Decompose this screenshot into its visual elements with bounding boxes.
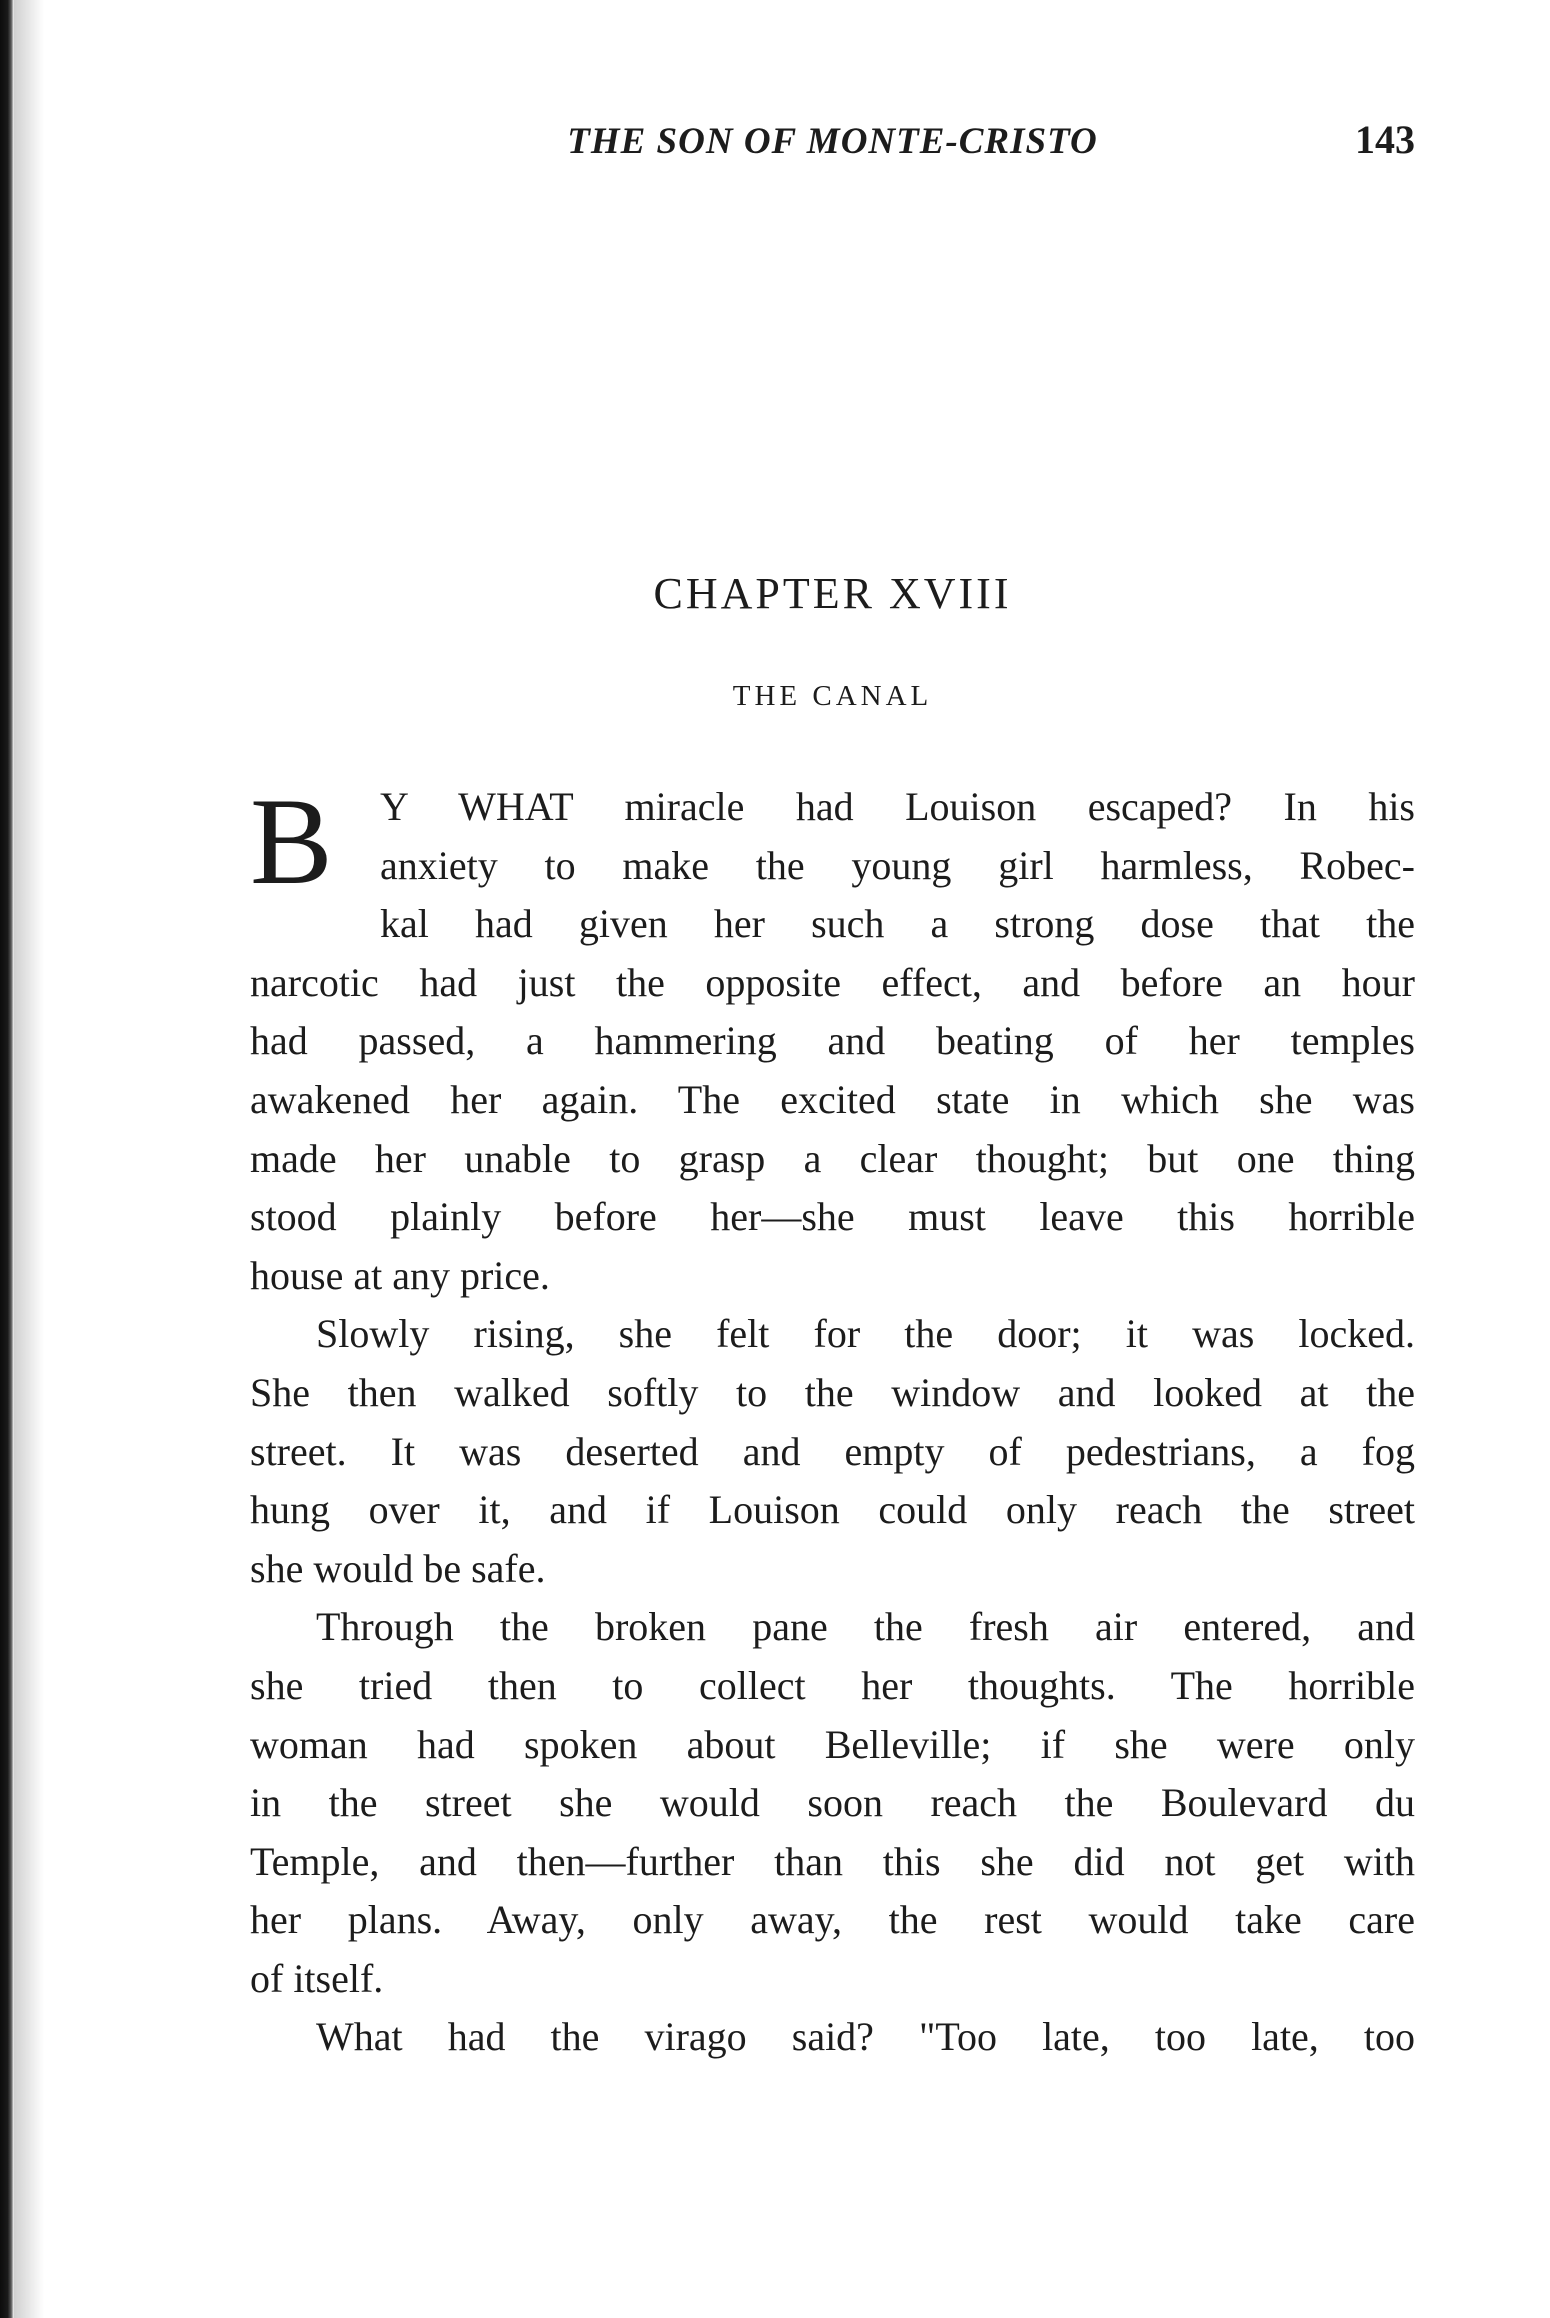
text-line: What had the virago said? "Too late, too late, too xyxy=(316,2014,1415,2060)
page-number: 143 xyxy=(1355,117,1415,162)
text-line: awakened her again. The excited state in which she was xyxy=(250,1076,1415,1122)
text-line: Y WHAT miracle had Louison escaped? In his xyxy=(380,784,1415,829)
text-line: in the street she would soon reach the Boulevard du xyxy=(250,1780,1415,1826)
text-line: her plans. Away, only away, the rest would take care xyxy=(250,1897,1415,1943)
text-line: woman had spoken about Belleville; if she were only xyxy=(250,1721,1415,1767)
chapter-title: THE CANAL xyxy=(732,680,933,712)
body-text xyxy=(250,773,1415,2067)
text-line: She then walked softly to the window and looked at the xyxy=(250,1369,1415,1415)
text-line: anxiety to make the young girl harmless, Robec- xyxy=(380,842,1415,888)
text-line: Slowly rising, she felt for the door; it was locked. xyxy=(316,1311,1415,1357)
running-head xyxy=(250,112,1415,172)
text-line: hung over it, and if Louison could only reach the street xyxy=(250,1487,1415,1533)
text-line: she would be safe. xyxy=(250,1545,546,1591)
text-line: she tried then to collect her thoughts. The horrible xyxy=(250,1662,1415,1708)
binding-shadow xyxy=(14,0,44,2318)
drop-cap: B xyxy=(250,773,333,910)
text-line: made her unable to grasp a clear thought; but one thing xyxy=(250,1135,1415,1181)
text-line: street. It was deserted and empty of pedestrians, a fog xyxy=(250,1428,1415,1474)
text-line: narcotic had just the opposite effect, and before an hour xyxy=(250,959,1415,1005)
chapter-number: CHAPTER XVIII xyxy=(653,569,1012,618)
text-line: kal had given her such a strong dose that the xyxy=(380,901,1415,947)
text-line: stood plainly before her—she must leave this horrible xyxy=(250,1194,1415,1240)
text-line: Through the broken pane the fresh air entered, and xyxy=(316,1604,1415,1650)
text-line: Temple, and then—further than this she did not get with xyxy=(250,1838,1415,1884)
binding-edge xyxy=(0,0,14,2318)
text-line: house at any price. xyxy=(250,1252,550,1298)
running-title: THE SON OF MONTE-CRISTO xyxy=(567,121,1098,162)
text-line: of itself. xyxy=(250,1955,384,2001)
text-line: had passed, a hammering and beating of her temples xyxy=(250,1018,1415,1064)
